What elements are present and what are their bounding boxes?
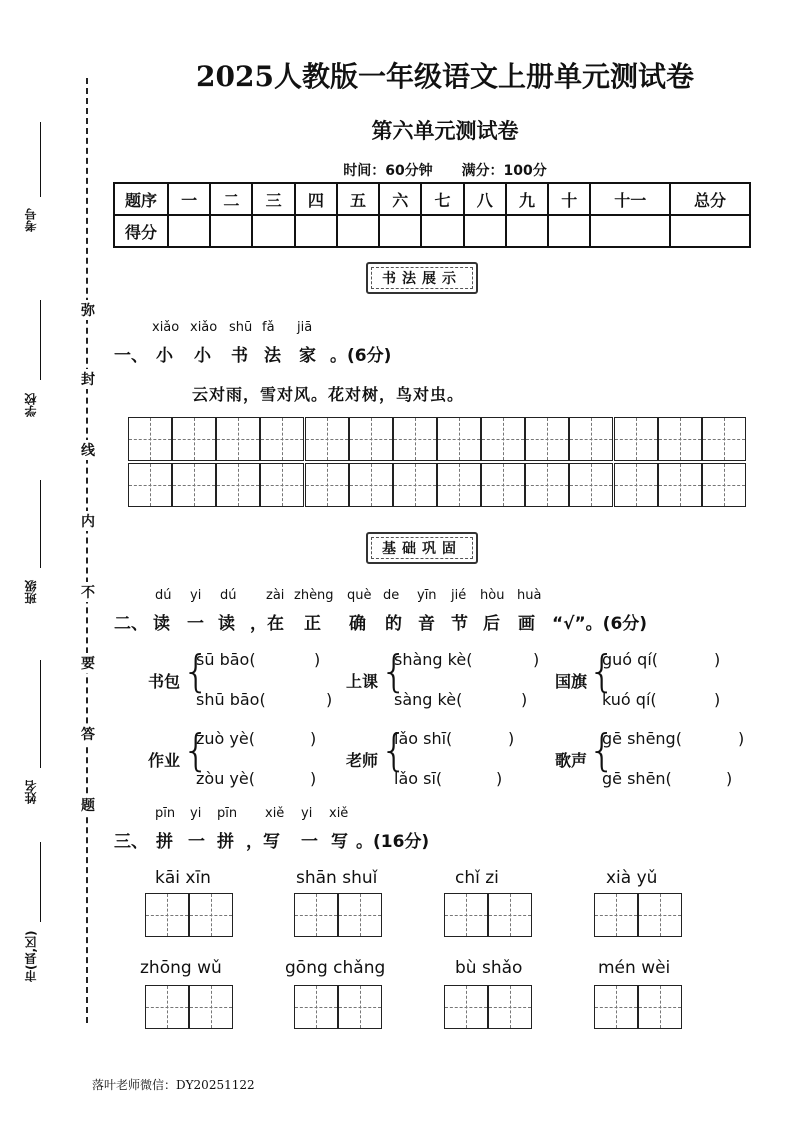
heading-score: 。(6分)	[330, 346, 392, 366]
q2-option: sū bāo(	[196, 650, 256, 669]
side-underline	[40, 122, 41, 197]
score-table-header-row	[114, 183, 750, 215]
q2-answer-slot[interactable]: )	[310, 769, 317, 788]
q3-pinyin-item: zhōng wǔ	[140, 958, 222, 978]
q3-pinyin-item: xià yǔ	[606, 868, 658, 888]
pinyin: xiě	[329, 806, 349, 821]
side-label-exam-number: 考号	[24, 208, 38, 232]
score-cell[interactable]	[252, 215, 294, 247]
tianzi-cell[interactable]	[294, 985, 338, 1029]
question-number: 三、	[114, 832, 148, 852]
heading-char: 画	[518, 614, 535, 634]
tianzi-cell[interactable]	[658, 417, 702, 461]
score-header-cell: 题序	[114, 183, 168, 215]
heading-char: 写	[331, 832, 348, 852]
heading-char: ，写	[246, 832, 280, 852]
tianzi-cell[interactable]	[437, 463, 481, 507]
q2-option: zòu yè(	[196, 769, 255, 788]
tianzi-cell[interactable]	[594, 893, 638, 937]
tianzi-cell[interactable]	[216, 463, 260, 507]
score-header-cell: 九	[506, 183, 548, 215]
tianzi-cell[interactable]	[614, 463, 658, 507]
exam-info	[150, 160, 740, 180]
calligraphy-grid-row-1[interactable]	[128, 417, 746, 461]
tianzi-cell[interactable]	[444, 893, 488, 937]
tianzi-cell[interactable]	[260, 417, 304, 461]
brace-icon: {	[588, 646, 616, 697]
score-cell[interactable]	[168, 215, 210, 247]
tianzi-cell[interactable]	[305, 417, 349, 461]
tianzi-cell[interactable]	[569, 417, 613, 461]
tianzi-cell[interactable]	[189, 985, 233, 1029]
tianzi-cell[interactable]	[349, 417, 393, 461]
q3-answer-box[interactable]	[294, 893, 382, 937]
tianzi-cell[interactable]	[569, 463, 613, 507]
tianzi-cell[interactable]	[525, 417, 569, 461]
pinyin: fǎ	[262, 320, 275, 335]
q2-answer-slot[interactable]: )	[496, 769, 503, 788]
side-label-name: 姓名	[24, 780, 38, 804]
q2-answer-slot[interactable]: )	[533, 650, 540, 669]
pinyin: yi	[301, 806, 313, 821]
q3-answer-box[interactable]	[294, 985, 382, 1029]
heading-char: 小	[194, 346, 211, 366]
q3-pinyin-item: chǐ zi	[455, 868, 499, 888]
q3-pinyin-item: shān shuǐ	[296, 868, 378, 888]
score-row-label: 得分	[114, 215, 168, 247]
score-header-cell: 八	[464, 183, 506, 215]
q2-option: lǎo sī(	[394, 769, 443, 788]
pinyin: yi	[190, 588, 202, 603]
pinyin: yīn	[417, 588, 437, 603]
q2-option: shàng kè(	[394, 650, 473, 669]
score-cell[interactable]	[421, 215, 463, 247]
q3-answer-box[interactable]	[145, 985, 233, 1029]
pinyin: de	[383, 588, 400, 603]
q3-pinyin-item: kāi xīn	[155, 868, 211, 888]
brace-icon: {	[182, 725, 210, 776]
score-cell[interactable]	[210, 215, 252, 247]
tianzi-cell[interactable]	[260, 463, 304, 507]
tianzi-cell[interactable]	[488, 985, 532, 1029]
seal-char: 内	[78, 511, 98, 531]
seal-char: 弥	[78, 300, 98, 320]
score-cell[interactable]	[548, 215, 590, 247]
page-title: 2025人教版一年级语文上册单元测试卷	[196, 60, 694, 93]
pinyin: jiā	[297, 320, 313, 335]
brace-icon: {	[380, 725, 408, 776]
heading-char: ，在	[250, 614, 284, 634]
score-cell[interactable]	[670, 215, 750, 247]
q2-option: kuó qí(	[602, 690, 657, 709]
score-cell[interactable]	[295, 215, 337, 247]
q2-answer-slot[interactable]: )	[714, 650, 721, 669]
q2-answer-slot[interactable]: )	[714, 690, 721, 709]
heading-char: 节	[451, 614, 468, 634]
q3-pinyin-item: bù shǎo	[455, 958, 523, 978]
heading-char: 书	[231, 346, 248, 366]
seal-char: 不	[78, 582, 98, 602]
side-underline	[40, 842, 41, 922]
heading-score: “√”。(6分)	[552, 614, 648, 634]
q2-word: 老师	[346, 751, 379, 770]
score-table-score-row	[114, 215, 750, 247]
q2-word: 作业	[148, 751, 181, 770]
q3-answer-box[interactable]	[444, 893, 532, 937]
pinyin: què	[347, 588, 372, 603]
seal-char: 题	[78, 795, 98, 815]
side-label-school: 学校	[24, 393, 38, 417]
brace-icon: {	[588, 725, 616, 776]
score-header-cell: 五	[337, 183, 379, 215]
pinyin: shū	[229, 320, 253, 335]
pinyin: huà	[517, 588, 542, 603]
q1-copy-text: 云对雨，雪对风。花对树，鸟对虫。	[192, 385, 465, 404]
score-cell[interactable]	[506, 215, 548, 247]
tianzi-cell[interactable]	[393, 463, 437, 507]
heading-char: 一	[187, 614, 204, 634]
side-underline	[40, 300, 41, 380]
seal-char: 要	[78, 653, 98, 673]
tianzi-cell[interactable]	[172, 463, 216, 507]
q3-answer-box[interactable]	[444, 985, 532, 1029]
heading-char: 音	[418, 614, 435, 634]
tianzi-cell[interactable]	[294, 893, 338, 937]
score-header-cell: 十	[548, 183, 590, 215]
heading-char: 正	[304, 614, 321, 634]
q2-word: 上课	[346, 672, 379, 691]
brace-icon: {	[182, 646, 210, 697]
pinyin: dú	[155, 588, 172, 603]
q2-answer-slot[interactable]: )	[521, 690, 528, 709]
pinyin: zhèng	[294, 588, 334, 603]
q2-answer-slot[interactable]: )	[508, 729, 515, 748]
score-header-cell: 六	[379, 183, 421, 215]
tianzi-cell[interactable]	[128, 417, 172, 461]
pinyin: zài	[266, 588, 285, 603]
tianzi-cell[interactable]	[189, 893, 233, 937]
tianzi-cell[interactable]	[481, 463, 525, 507]
score-cell[interactable]	[590, 215, 670, 247]
seal-char: 封	[78, 369, 98, 389]
score-header-cell: 四	[295, 183, 337, 215]
heading-char: 法	[264, 346, 281, 366]
q2-answer-slot[interactable]: )	[326, 690, 333, 709]
heading-char: 的	[385, 614, 402, 634]
unit-title: 第六单元测试卷	[371, 118, 519, 143]
tianzi-cell[interactable]	[525, 463, 569, 507]
footer-contact: 落叶老师微信：DY20251122	[92, 1078, 255, 1092]
tianzi-cell[interactable]	[594, 985, 638, 1029]
brace-icon: {	[380, 646, 408, 697]
score-cell[interactable]	[379, 215, 421, 247]
heading-char: 确	[349, 614, 366, 634]
tianzi-cell[interactable]	[128, 463, 172, 507]
score-cell[interactable]	[464, 215, 506, 247]
question-number: 二、	[114, 614, 148, 634]
seal-char: 答	[78, 724, 98, 744]
tianzi-cell[interactable]	[437, 417, 481, 461]
q2-option: gē shēng(	[602, 729, 682, 748]
time-limit: 时间：60分钟	[343, 163, 433, 179]
score-header-cell: 总分	[670, 183, 750, 215]
heading-score: 。(16分)	[356, 832, 430, 852]
tianzi-cell[interactable]	[444, 985, 488, 1029]
q3-answer-box[interactable]	[145, 893, 233, 937]
tianzi-cell[interactable]	[658, 463, 702, 507]
q3-pinyin-item: mén wèi	[598, 958, 671, 978]
q2-answer-slot[interactable]: )	[726, 769, 733, 788]
score-header-cell: 二	[210, 183, 252, 215]
q2-option: guó qí(	[602, 650, 659, 669]
q2-option: lǎo shī(	[394, 729, 453, 748]
tianzi-cell[interactable]	[145, 893, 189, 937]
heading-char: 一	[188, 832, 205, 852]
score-header-cell: 三	[252, 183, 294, 215]
q2-option: zuò yè(	[196, 729, 255, 748]
tianzi-cell[interactable]	[481, 417, 525, 461]
pinyin: dú	[220, 588, 237, 603]
q2-option: sàng kè(	[394, 690, 463, 709]
tianzi-cell[interactable]	[305, 463, 349, 507]
score-header-cell: 一	[168, 183, 210, 215]
q2-answer-slot[interactable]: )	[738, 729, 745, 748]
heading-char: 读	[153, 614, 170, 634]
heading-char: 家	[299, 346, 316, 366]
tianzi-cell[interactable]	[338, 985, 382, 1029]
q2-word: 歌声	[555, 751, 588, 770]
side-underline	[40, 660, 41, 768]
heading-char: 拼	[156, 832, 173, 852]
score-cell[interactable]	[337, 215, 379, 247]
banner-basics: 基础巩固	[366, 532, 478, 564]
tianzi-cell[interactable]	[172, 417, 216, 461]
pinyin: xiě	[265, 806, 285, 821]
tianzi-cell[interactable]	[638, 893, 682, 937]
heading-char: 后	[483, 614, 500, 634]
full-score: 满分：100分	[461, 163, 547, 179]
pinyin: xiǎo	[190, 320, 218, 335]
pinyin: xiǎo	[152, 320, 180, 335]
q3-answer-box[interactable]	[594, 985, 682, 1029]
pinyin: pīn	[217, 806, 238, 821]
pinyin: yi	[190, 806, 202, 821]
side-underline	[40, 480, 41, 568]
question-number: 一、	[114, 346, 148, 366]
tianzi-cell[interactable]	[488, 893, 532, 937]
heading-char: 读	[218, 614, 235, 634]
tianzi-cell[interactable]	[614, 417, 658, 461]
side-label-class: 班级	[24, 580, 38, 604]
pinyin: pīn	[155, 806, 176, 821]
heading-char: 一	[301, 832, 318, 852]
q3-answer-box[interactable]	[594, 893, 682, 937]
side-label-city: 市(县,区)	[24, 930, 38, 982]
heading-char: 拼	[217, 832, 234, 852]
tianzi-cell[interactable]	[145, 985, 189, 1029]
q2-option: gē shēn(	[602, 769, 672, 788]
score-header-cell: 七	[421, 183, 463, 215]
tianzi-cell[interactable]	[638, 985, 682, 1029]
tianzi-cell[interactable]	[702, 463, 746, 507]
tianzi-cell[interactable]	[349, 463, 393, 507]
banner-calligraphy: 书法展示	[366, 262, 478, 294]
q2-answer-slot[interactable]: )	[310, 729, 317, 748]
q2-option: shū bāo(	[196, 690, 266, 709]
q2-answer-slot[interactable]: )	[314, 650, 321, 669]
tianzi-cell[interactable]	[338, 893, 382, 937]
pinyin: jié	[451, 588, 467, 603]
tianzi-cell[interactable]	[216, 417, 260, 461]
tianzi-cell[interactable]	[393, 417, 437, 461]
seal-dashed-line	[86, 78, 88, 1023]
q2-word: 书包	[148, 672, 181, 691]
q3-pinyin-item: gōng chǎng	[285, 958, 386, 978]
tianzi-cell[interactable]	[702, 417, 746, 461]
calligraphy-grid-row-2[interactable]	[128, 463, 746, 507]
seal-char: 线	[78, 440, 98, 460]
q2-word: 国旗	[555, 672, 588, 691]
pinyin: hòu	[480, 588, 505, 603]
score-table	[113, 182, 751, 248]
score-header-cell: 十一	[590, 183, 670, 215]
heading-char: 小	[156, 346, 173, 366]
